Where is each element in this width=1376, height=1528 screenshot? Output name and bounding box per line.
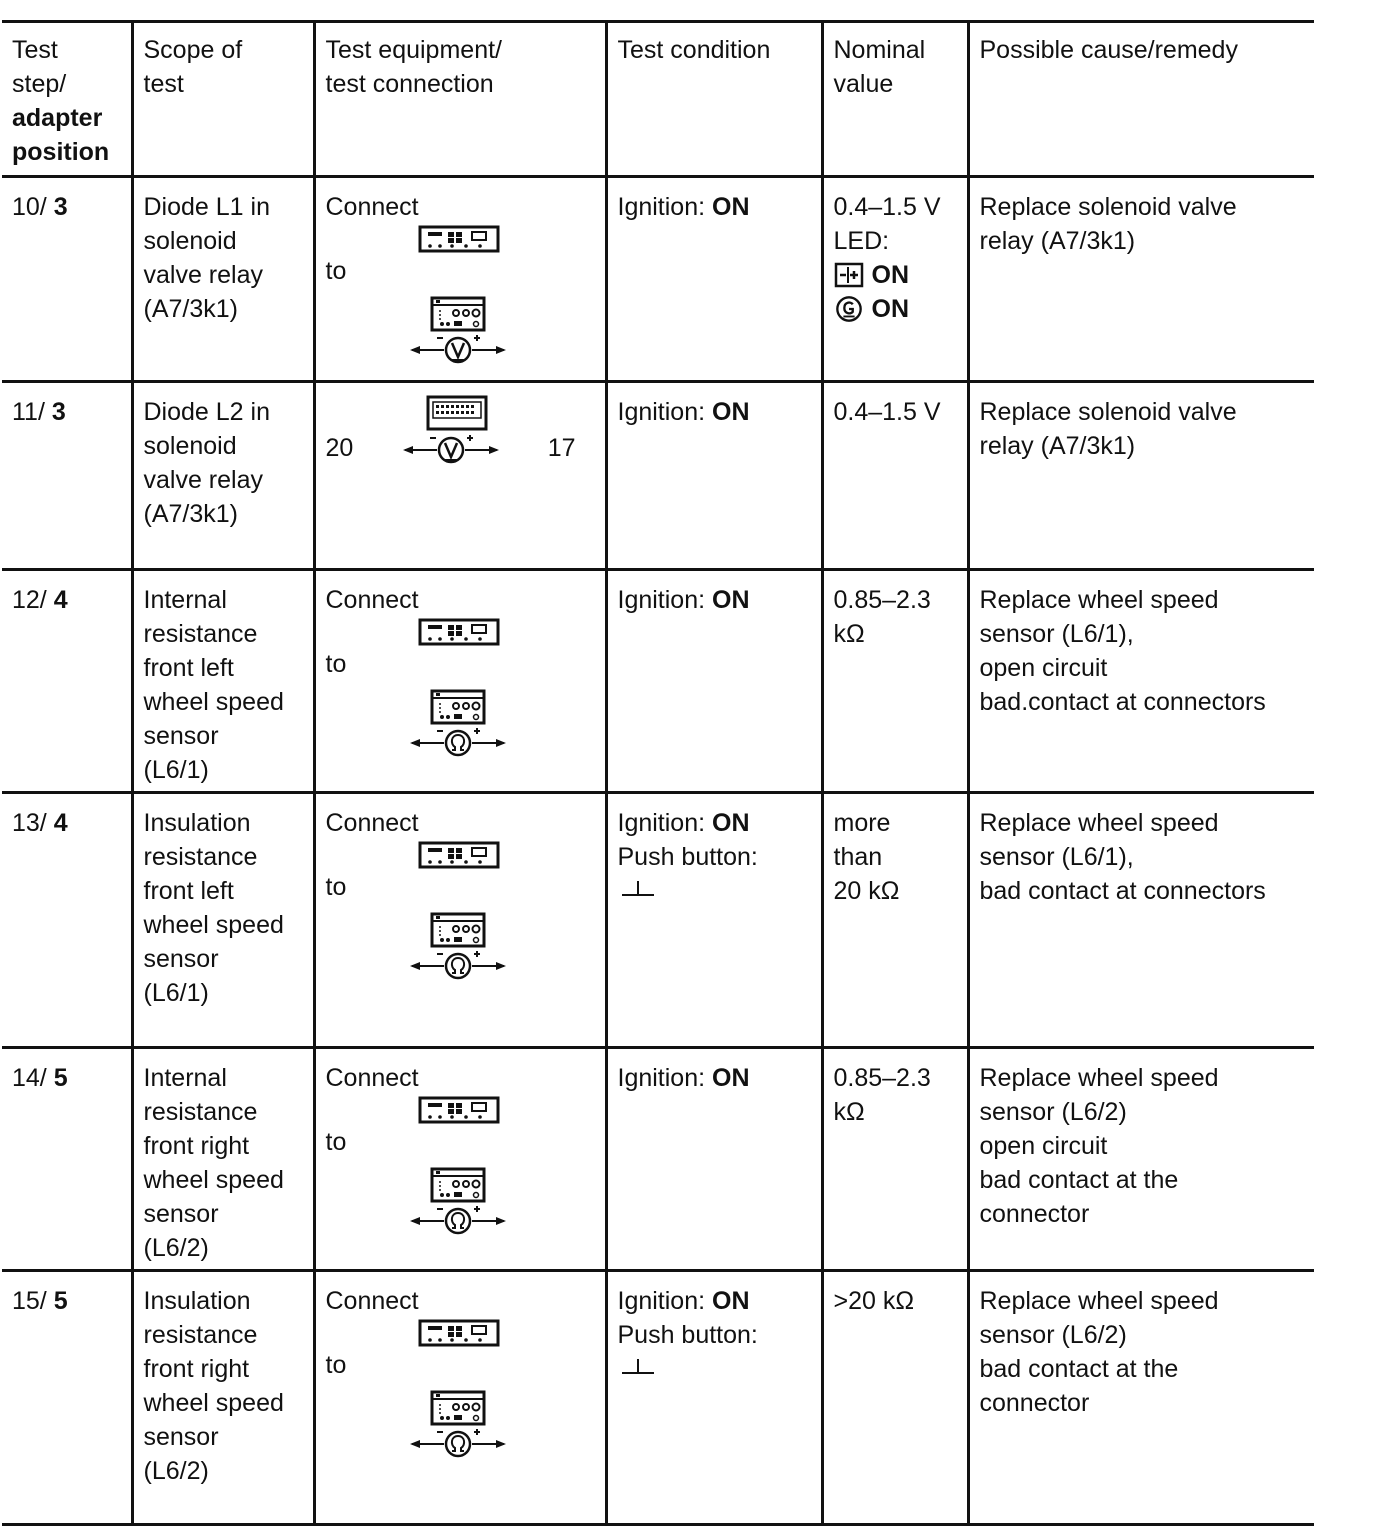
condition-cell bbox=[606, 1048, 822, 1271]
nominal-cell bbox=[822, 1271, 968, 1525]
header-remedy bbox=[968, 22, 1314, 177]
to-label: to bbox=[325, 1128, 347, 1156]
ohmmeter-icon bbox=[408, 1203, 508, 1235]
remedy-line: sensor (L6/1), bbox=[979, 843, 1134, 871]
adapter-box-icon bbox=[418, 224, 500, 254]
remedy-line: relay (A7/3k1) bbox=[979, 227, 1136, 255]
remedy-line: open circuit bbox=[979, 1132, 1108, 1160]
led-status: ON bbox=[871, 295, 909, 323]
tester-unit-icon bbox=[430, 912, 486, 948]
to-label: to bbox=[325, 873, 347, 901]
scope-cell bbox=[132, 1048, 314, 1271]
header-line: Nominal bbox=[833, 36, 926, 64]
remedy-line: Replace solenoid valve bbox=[979, 193, 1237, 221]
test-procedure-table bbox=[2, 20, 1314, 1526]
nominal-unit: kΩ bbox=[833, 620, 865, 648]
remedy-line: Replace wheel speed bbox=[979, 1287, 1219, 1315]
header-line: Test condition bbox=[617, 36, 771, 64]
scope-line: wheel speed bbox=[143, 1389, 284, 1417]
adapter-box-icon bbox=[418, 1095, 500, 1125]
condition-label: Ignition: bbox=[617, 193, 706, 221]
remedy-line: Replace wheel speed bbox=[979, 586, 1219, 614]
scope-line: (L6/1) bbox=[143, 756, 209, 784]
scope-line: resistance bbox=[143, 1098, 258, 1126]
push-button-label: Push button: bbox=[617, 1321, 758, 1349]
nominal-cell bbox=[822, 382, 968, 570]
scope-line: wheel speed bbox=[143, 1166, 284, 1194]
remedy-line: sensor (L6/1), bbox=[979, 620, 1134, 648]
step-number: 11/ bbox=[12, 398, 45, 426]
remedy-line: connector bbox=[979, 1389, 1090, 1417]
voltmeter-icon bbox=[401, 432, 501, 464]
adapter-box-icon bbox=[418, 617, 500, 647]
nominal-cell bbox=[822, 793, 968, 1048]
condition-value: ON bbox=[712, 1287, 750, 1315]
table-row bbox=[2, 793, 1314, 1048]
led-status: ON bbox=[871, 261, 909, 289]
scope-line: valve relay bbox=[143, 466, 263, 494]
nominal-value: 0.4–1.5 V bbox=[833, 193, 941, 221]
scope-line: sensor bbox=[143, 1423, 219, 1451]
header-test-step bbox=[2, 22, 132, 177]
table-row bbox=[2, 570, 1314, 793]
scope-line: (A7/3k1) bbox=[143, 295, 238, 323]
nominal-value: 0.85–2.3 bbox=[833, 1064, 931, 1092]
step-number: 15/ bbox=[12, 1287, 47, 1315]
table-row bbox=[2, 382, 1314, 570]
nominal-cell bbox=[822, 570, 968, 793]
led-status-row bbox=[834, 292, 959, 326]
step-cell bbox=[2, 793, 132, 1048]
header-line: step/ bbox=[12, 70, 67, 98]
adapter-position: 3 bbox=[51, 398, 66, 426]
remedy-cell bbox=[968, 382, 1314, 570]
remedy-line: sensor (L6/2) bbox=[979, 1321, 1127, 1349]
scope-line: Diode L1 in bbox=[143, 193, 270, 221]
scope-line: (A7/3k1) bbox=[143, 500, 238, 528]
scope-line: Internal bbox=[143, 1064, 227, 1092]
scope-cell bbox=[132, 793, 314, 1048]
scope-line: sensor bbox=[143, 1200, 219, 1228]
equipment-cell bbox=[314, 177, 606, 382]
remedy-cell bbox=[968, 1048, 1314, 1271]
remedy-line: open circuit bbox=[979, 654, 1108, 682]
step-cell bbox=[2, 1048, 132, 1271]
g-led-icon bbox=[834, 295, 864, 323]
scope-line: resistance bbox=[143, 620, 258, 648]
remedy-line: Replace wheel speed bbox=[979, 1064, 1219, 1092]
condition-label: Ignition: bbox=[617, 809, 706, 837]
ground-symbol-icon bbox=[618, 1356, 658, 1376]
adapter-box-icon bbox=[418, 840, 500, 870]
ohmmeter-icon bbox=[408, 948, 508, 980]
condition-value: ON bbox=[712, 193, 750, 221]
equipment-cell bbox=[314, 382, 606, 570]
led-label: LED: bbox=[833, 227, 890, 255]
push-button-label: Push button: bbox=[617, 843, 758, 871]
adapter-position: 4 bbox=[53, 586, 68, 614]
nominal-cell bbox=[822, 1048, 968, 1271]
voltmeter-icon bbox=[408, 332, 508, 364]
scope-line: (L6/2) bbox=[143, 1457, 209, 1485]
scope-line: Insulation bbox=[143, 809, 251, 837]
remedy-cell bbox=[968, 793, 1314, 1048]
equipment-cell bbox=[314, 1048, 606, 1271]
to-label: to bbox=[325, 650, 347, 678]
scope-cell bbox=[132, 570, 314, 793]
scope-line: (L6/2) bbox=[143, 1234, 209, 1262]
remedy-line: sensor (L6/2) bbox=[979, 1098, 1127, 1126]
remedy-cell bbox=[968, 1271, 1314, 1525]
condition-cell bbox=[606, 793, 822, 1048]
header-line: Test equipment/ bbox=[325, 36, 502, 64]
condition-label: Ignition: bbox=[617, 398, 706, 426]
remedy-cell bbox=[968, 570, 1314, 793]
led-status-row bbox=[834, 258, 959, 292]
ohmmeter-icon bbox=[408, 1426, 508, 1458]
condition-value: ON bbox=[712, 398, 750, 426]
nominal-value: than bbox=[833, 843, 883, 871]
connect-label: Connect bbox=[325, 1287, 419, 1315]
pin-connection-row bbox=[326, 431, 576, 465]
ohmmeter-icon bbox=[408, 725, 508, 757]
adapter-position: 5 bbox=[53, 1287, 68, 1315]
header-line: Scope of bbox=[143, 36, 243, 64]
remedy-line: bad contact at the bbox=[979, 1166, 1179, 1194]
pin-left: 20 bbox=[325, 434, 354, 462]
condition-value: ON bbox=[712, 809, 750, 837]
table-row bbox=[2, 177, 1314, 382]
remedy-line: Replace solenoid valve bbox=[979, 398, 1237, 426]
header-line: Test bbox=[12, 36, 58, 64]
tester-unit-icon bbox=[430, 689, 486, 725]
header-line: test connection bbox=[325, 70, 494, 98]
nominal-value: >20 kΩ bbox=[833, 1287, 915, 1315]
to-label: to bbox=[325, 257, 347, 285]
condition-cell bbox=[606, 382, 822, 570]
condition-cell bbox=[606, 1271, 822, 1525]
connect-label: Connect bbox=[325, 809, 419, 837]
scope-line: resistance bbox=[143, 843, 258, 871]
table-row bbox=[2, 1271, 1314, 1525]
header-scope bbox=[132, 22, 314, 177]
nominal-cell bbox=[822, 177, 968, 382]
equipment-cell bbox=[314, 1271, 606, 1525]
scope-line: front left bbox=[143, 654, 234, 682]
scope-line: wheel speed bbox=[143, 688, 284, 716]
adapter-position: 3 bbox=[53, 193, 68, 221]
remedy-line: bad.contact at connectors bbox=[979, 688, 1266, 716]
scope-line: solenoid bbox=[143, 432, 237, 460]
condition-value: ON bbox=[712, 1064, 750, 1092]
header-condition bbox=[606, 22, 822, 177]
battery-led-icon bbox=[834, 261, 864, 289]
step-cell bbox=[2, 177, 132, 382]
header-line: adapter bbox=[12, 104, 103, 132]
equipment-cell bbox=[314, 793, 606, 1048]
nominal-unit: kΩ bbox=[833, 1098, 865, 1126]
remedy-cell bbox=[968, 177, 1314, 382]
ground-symbol-icon bbox=[618, 878, 658, 898]
scope-line: Diode L2 in bbox=[143, 398, 270, 426]
adapter-position: 4 bbox=[53, 809, 68, 837]
scope-line: sensor bbox=[143, 722, 219, 750]
scope-line: wheel speed bbox=[143, 911, 284, 939]
remedy-line: connector bbox=[979, 1200, 1090, 1228]
tester-unit-icon bbox=[430, 296, 486, 332]
header-line: value bbox=[833, 70, 894, 98]
scope-cell bbox=[132, 177, 314, 382]
scope-line: front right bbox=[143, 1132, 250, 1160]
condition-cell bbox=[606, 570, 822, 793]
connect-label: Connect bbox=[325, 586, 419, 614]
keypad-unit-icon bbox=[426, 395, 488, 431]
scope-line: (L6/1) bbox=[143, 979, 209, 1007]
scope-cell bbox=[132, 1271, 314, 1525]
scope-line: sensor bbox=[143, 945, 219, 973]
step-cell bbox=[2, 382, 132, 570]
tester-unit-icon bbox=[430, 1390, 486, 1426]
condition-label: Ignition: bbox=[617, 1064, 706, 1092]
remedy-line: Replace wheel speed bbox=[979, 809, 1219, 837]
step-number: 13/ bbox=[12, 809, 47, 837]
condition-label: Ignition: bbox=[617, 586, 706, 614]
adapter-box-icon bbox=[418, 1318, 500, 1348]
nominal-value: 0.4–1.5 V bbox=[833, 398, 941, 426]
step-number: 10/ bbox=[12, 193, 47, 221]
scope-line: solenoid bbox=[143, 227, 237, 255]
header-equipment bbox=[314, 22, 606, 177]
scope-line: resistance bbox=[143, 1321, 258, 1349]
condition-label: Ignition: bbox=[617, 1287, 706, 1315]
remedy-line: bad contact at connectors bbox=[979, 877, 1266, 905]
scope-line: Internal bbox=[143, 586, 227, 614]
equipment-cell bbox=[314, 570, 606, 793]
scope-line: Insulation bbox=[143, 1287, 251, 1315]
step-number: 12/ bbox=[12, 586, 47, 614]
condition-cell bbox=[606, 177, 822, 382]
scope-line: valve relay bbox=[143, 261, 263, 289]
remedy-line: relay (A7/3k1) bbox=[979, 432, 1136, 460]
header-line: Possible cause/remedy bbox=[979, 36, 1238, 64]
header-line: position bbox=[12, 138, 110, 166]
header-row bbox=[2, 22, 1314, 177]
tester-unit-icon bbox=[430, 1167, 486, 1203]
step-cell bbox=[2, 1271, 132, 1525]
remedy-line: bad contact at the bbox=[979, 1355, 1179, 1383]
scope-cell bbox=[132, 382, 314, 570]
adapter-position: 5 bbox=[53, 1064, 68, 1092]
nominal-value: more bbox=[833, 809, 891, 837]
to-label: to bbox=[325, 1351, 347, 1379]
step-cell bbox=[2, 570, 132, 793]
scope-line: front right bbox=[143, 1355, 250, 1383]
step-number: 14/ bbox=[12, 1064, 47, 1092]
condition-value: ON bbox=[712, 586, 750, 614]
pin-right: 17 bbox=[547, 434, 576, 462]
connect-label: Connect bbox=[325, 193, 419, 221]
nominal-value: 20 kΩ bbox=[833, 877, 900, 905]
table-row bbox=[2, 1048, 1314, 1271]
connect-label: Connect bbox=[325, 1064, 419, 1092]
scope-line: front left bbox=[143, 877, 234, 905]
nominal-value: 0.85–2.3 bbox=[833, 586, 931, 614]
header-line: test bbox=[143, 70, 184, 98]
header-nominal bbox=[822, 22, 968, 177]
